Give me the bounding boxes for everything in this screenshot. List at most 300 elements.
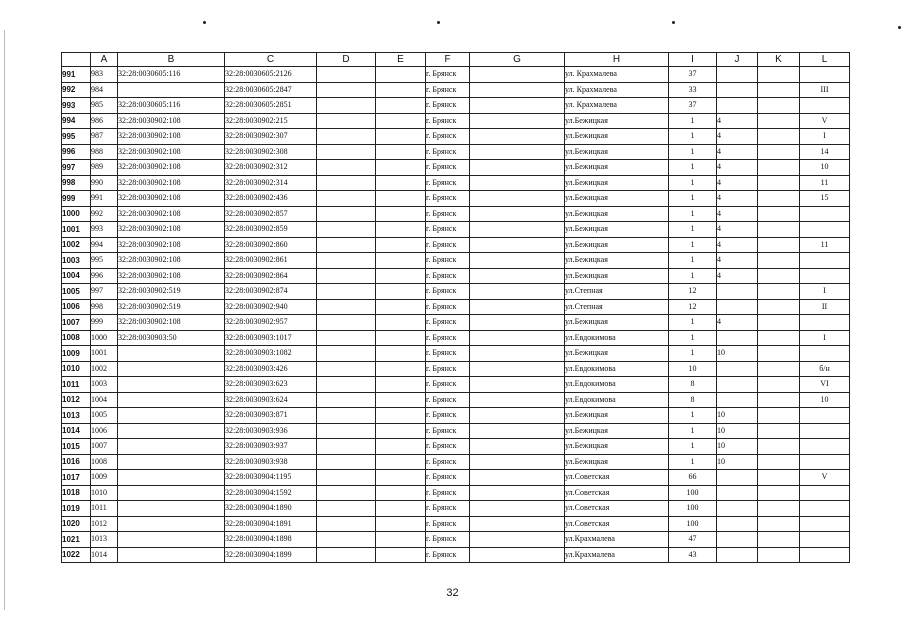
cell-d <box>317 129 376 145</box>
cell-g <box>470 485 565 501</box>
cell-e <box>376 485 426 501</box>
cell-i: 37 <box>669 67 717 83</box>
row-number: 996 <box>62 144 91 160</box>
column-header-f: F <box>426 53 470 67</box>
cell-h: ул.Бежицкая <box>565 346 669 362</box>
table-row <box>62 222 850 238</box>
cell-g <box>470 377 565 393</box>
cell-j <box>717 82 758 98</box>
row-number: 994 <box>62 113 91 129</box>
cell-f: г. Брянск <box>426 423 470 439</box>
cell-h: ул.Крахмалева <box>565 532 669 548</box>
cell-l: V <box>800 113 850 129</box>
cell-g <box>470 191 565 207</box>
cell-i: 1 <box>669 408 717 424</box>
cell-j: 4 <box>717 113 758 129</box>
table-row <box>62 82 850 98</box>
cell-g <box>470 532 565 548</box>
cell-c: 32:28:0030903:623 <box>225 377 317 393</box>
cell-c: 32:28:0030902:860 <box>225 237 317 253</box>
cell-e <box>376 299 426 315</box>
table-row <box>62 423 850 439</box>
cell-h: ул.Евдокимова <box>565 392 669 408</box>
cell-i: 1 <box>669 113 717 129</box>
cell-e <box>376 113 426 129</box>
cell-k <box>758 144 800 160</box>
table-row <box>62 299 850 315</box>
cell-e <box>376 532 426 548</box>
cell-k <box>758 191 800 207</box>
scan-speck <box>898 26 901 29</box>
cell-j: 4 <box>717 268 758 284</box>
cell-j <box>717 98 758 114</box>
cell-i: 100 <box>669 516 717 532</box>
cell-h: ул.Крахмалева <box>565 547 669 563</box>
cell-i: 10 <box>669 361 717 377</box>
cell-h: ул.Евдокимова <box>565 330 669 346</box>
cell-b <box>118 392 225 408</box>
cell-h: ул.Бежицкая <box>565 423 669 439</box>
cell-a: 984 <box>91 82 118 98</box>
cell-h: ул.Бежицкая <box>565 315 669 331</box>
cell-c: 32:28:0030904:1891 <box>225 516 317 532</box>
cell-d <box>317 454 376 470</box>
cell-d <box>317 237 376 253</box>
cell-c: 32:28:0030903:1082 <box>225 346 317 362</box>
cell-l: I <box>800 129 850 145</box>
table-row <box>62 454 850 470</box>
row-number: 1014 <box>62 423 91 439</box>
cell-i: 1 <box>669 253 717 269</box>
cell-k <box>758 361 800 377</box>
cell-k <box>758 392 800 408</box>
cell-g <box>470 330 565 346</box>
cell-j <box>717 501 758 517</box>
cell-d <box>317 361 376 377</box>
cell-k <box>758 160 800 176</box>
row-number: 1018 <box>62 485 91 501</box>
cell-i: 8 <box>669 392 717 408</box>
cell-a: 1009 <box>91 470 118 486</box>
cell-h: ул.Советская <box>565 470 669 486</box>
cell-k <box>758 98 800 114</box>
cell-g <box>470 408 565 424</box>
column-header-g: G <box>470 53 565 67</box>
cell-c: 32:28:0030902:874 <box>225 284 317 300</box>
cell-l: 14 <box>800 144 850 160</box>
cell-b: 32:28:0030902:108 <box>118 315 225 331</box>
cell-i: 47 <box>669 532 717 548</box>
cell-b: 32:28:0030605:116 <box>118 98 225 114</box>
cell-d <box>317 516 376 532</box>
cell-d <box>317 299 376 315</box>
cell-j: 4 <box>717 206 758 222</box>
cell-h: ул. Крахмалева <box>565 67 669 83</box>
cell-c: 32:28:0030902:312 <box>225 160 317 176</box>
cell-i: 1 <box>669 206 717 222</box>
cell-b: 32:28:0030902:108 <box>118 175 225 191</box>
column-header-h: H <box>565 53 669 67</box>
cell-c: 32:28:0030904:1195 <box>225 470 317 486</box>
cell-h: ул.Бежицкая <box>565 237 669 253</box>
row-number: 1021 <box>62 532 91 548</box>
column-header-j: J <box>717 53 758 67</box>
cell-f: г. Брянск <box>426 82 470 98</box>
cell-b: 32:28:0030605:116 <box>118 67 225 83</box>
row-number: 1020 <box>62 516 91 532</box>
row-number: 1019 <box>62 501 91 517</box>
cell-j: 4 <box>717 222 758 238</box>
cell-i: 1 <box>669 315 717 331</box>
corner-header <box>62 53 91 67</box>
cell-e <box>376 144 426 160</box>
cell-h: ул.Бежицкая <box>565 408 669 424</box>
cell-d <box>317 532 376 548</box>
cell-b <box>118 532 225 548</box>
cell-c: 32:28:0030605:2126 <box>225 67 317 83</box>
cell-c: 32:28:0030605:2851 <box>225 98 317 114</box>
table-row <box>62 485 850 501</box>
row-number: 1013 <box>62 408 91 424</box>
cell-b <box>118 439 225 455</box>
cell-g <box>470 253 565 269</box>
cell-f: г. Брянск <box>426 315 470 331</box>
row-number: 1017 <box>62 470 91 486</box>
row-number: 1006 <box>62 299 91 315</box>
cell-a: 1014 <box>91 547 118 563</box>
cell-a: 1011 <box>91 501 118 517</box>
cell-e <box>376 330 426 346</box>
cell-e <box>376 315 426 331</box>
cell-a: 1000 <box>91 330 118 346</box>
cell-i: 1 <box>669 454 717 470</box>
cell-e <box>376 222 426 238</box>
cell-j: 4 <box>717 237 758 253</box>
cell-l <box>800 439 850 455</box>
table-row <box>62 237 850 253</box>
cell-f: г. Брянск <box>426 532 470 548</box>
cell-h: ул.Бежицкая <box>565 454 669 470</box>
cell-i: 1 <box>669 129 717 145</box>
cell-h: ул.Бежицкая <box>565 175 669 191</box>
cell-k <box>758 299 800 315</box>
cell-b <box>118 377 225 393</box>
table-row <box>62 113 850 129</box>
cell-i: 43 <box>669 547 717 563</box>
cell-a: 1001 <box>91 346 118 362</box>
column-header-c: C <box>225 53 317 67</box>
column-header-a: A <box>91 53 118 67</box>
cell-l <box>800 253 850 269</box>
cell-a: 1013 <box>91 532 118 548</box>
cell-i: 100 <box>669 501 717 517</box>
cell-g <box>470 82 565 98</box>
cell-b <box>118 82 225 98</box>
cell-l: б/н <box>800 361 850 377</box>
cell-l: V <box>800 470 850 486</box>
cell-d <box>317 268 376 284</box>
cell-h: ул.Бежицкая <box>565 144 669 160</box>
cell-l: I <box>800 330 850 346</box>
cell-g <box>470 470 565 486</box>
cell-e <box>376 470 426 486</box>
cell-g <box>470 315 565 331</box>
table-row <box>62 516 850 532</box>
row-number: 1004 <box>62 268 91 284</box>
cell-a: 1006 <box>91 423 118 439</box>
cell-k <box>758 284 800 300</box>
table-row <box>62 206 850 222</box>
cell-g <box>470 237 565 253</box>
cell-k <box>758 268 800 284</box>
table-row <box>62 253 850 269</box>
cell-a: 987 <box>91 129 118 145</box>
cell-g <box>470 144 565 160</box>
row-number: 1022 <box>62 547 91 563</box>
cell-b <box>118 423 225 439</box>
cell-b: 32:28:0030902:519 <box>118 284 225 300</box>
cell-e <box>376 423 426 439</box>
cell-l <box>800 501 850 517</box>
scan-edge-line <box>4 30 5 610</box>
cell-d <box>317 144 376 160</box>
cell-g <box>470 547 565 563</box>
cell-b: 32:28:0030902:108 <box>118 222 225 238</box>
cell-l <box>800 454 850 470</box>
cell-b <box>118 470 225 486</box>
cell-h: ул. Крахмалева <box>565 98 669 114</box>
row-number: 1011 <box>62 377 91 393</box>
cell-a: 986 <box>91 113 118 129</box>
cell-e <box>376 206 426 222</box>
cell-c: 32:28:0030903:938 <box>225 454 317 470</box>
cell-b <box>118 454 225 470</box>
cell-c: 32:28:0030903:871 <box>225 408 317 424</box>
cell-l <box>800 516 850 532</box>
cell-h: ул.Бежицкая <box>565 191 669 207</box>
cell-i: 1 <box>669 144 717 160</box>
cell-d <box>317 547 376 563</box>
cell-a: 991 <box>91 191 118 207</box>
cell-a: 994 <box>91 237 118 253</box>
cell-f: г. Брянск <box>426 330 470 346</box>
cell-l: II <box>800 299 850 315</box>
cell-e <box>376 454 426 470</box>
cell-f: г. Брянск <box>426 516 470 532</box>
cell-d <box>317 330 376 346</box>
cell-h: ул.Советская <box>565 516 669 532</box>
cell-j: 4 <box>717 175 758 191</box>
table-row <box>62 175 850 191</box>
cell-b: 32:28:0030902:108 <box>118 206 225 222</box>
cell-b: 32:28:0030902:108 <box>118 237 225 253</box>
row-number: 1012 <box>62 392 91 408</box>
cell-e <box>376 129 426 145</box>
cell-d <box>317 346 376 362</box>
cell-b <box>118 361 225 377</box>
cell-d <box>317 392 376 408</box>
cell-f: г. Брянск <box>426 98 470 114</box>
cell-k <box>758 532 800 548</box>
table-body <box>62 67 850 563</box>
cell-j: 10 <box>717 423 758 439</box>
cell-c: 32:28:0030904:1899 <box>225 547 317 563</box>
cell-g <box>470 299 565 315</box>
cell-a: 988 <box>91 144 118 160</box>
cell-i: 1 <box>669 175 717 191</box>
cell-c: 32:28:0030902:864 <box>225 268 317 284</box>
row-number: 1016 <box>62 454 91 470</box>
table-row <box>62 346 850 362</box>
cell-b: 32:28:0030902:108 <box>118 253 225 269</box>
cell-j: 4 <box>717 253 758 269</box>
cell-f: г. Брянск <box>426 206 470 222</box>
cell-h: ул.Степная <box>565 284 669 300</box>
cell-a: 990 <box>91 175 118 191</box>
cell-g <box>470 423 565 439</box>
cell-j <box>717 330 758 346</box>
cell-f: г. Брянск <box>426 346 470 362</box>
cell-b <box>118 501 225 517</box>
cell-a: 1002 <box>91 361 118 377</box>
cell-e <box>376 237 426 253</box>
cell-c: 32:28:0030902:857 <box>225 206 317 222</box>
cell-j: 4 <box>717 144 758 160</box>
cell-i: 12 <box>669 299 717 315</box>
cell-h: ул.Советская <box>565 485 669 501</box>
cell-b: 32:28:0030902:108 <box>118 113 225 129</box>
cell-k <box>758 439 800 455</box>
cell-f: г. Брянск <box>426 284 470 300</box>
cell-k <box>758 67 800 83</box>
table-row <box>62 470 850 486</box>
cell-l <box>800 547 850 563</box>
cell-h: ул.Евдокимова <box>565 361 669 377</box>
cell-l <box>800 408 850 424</box>
cell-a: 1010 <box>91 485 118 501</box>
cell-l: 11 <box>800 175 850 191</box>
cell-l: 15 <box>800 191 850 207</box>
row-number: 997 <box>62 160 91 176</box>
cell-b: 32:28:0030903:50 <box>118 330 225 346</box>
column-header-row <box>62 53 850 67</box>
cell-f: г. Брянск <box>426 253 470 269</box>
row-number: 995 <box>62 129 91 145</box>
cell-a: 1008 <box>91 454 118 470</box>
table-row <box>62 129 850 145</box>
cell-h: ул.Бежицкая <box>565 206 669 222</box>
cell-e <box>376 67 426 83</box>
cell-f: г. Брянск <box>426 237 470 253</box>
cell-i: 1 <box>669 423 717 439</box>
cell-i: 66 <box>669 470 717 486</box>
row-number: 1002 <box>62 237 91 253</box>
cell-k <box>758 113 800 129</box>
cell-d <box>317 206 376 222</box>
table-row <box>62 315 850 331</box>
cell-b: 32:28:0030902:108 <box>118 160 225 176</box>
table-row <box>62 547 850 563</box>
cell-e <box>376 175 426 191</box>
cell-c: 32:28:0030903:937 <box>225 439 317 455</box>
row-number: 993 <box>62 98 91 114</box>
cell-c: 32:28:0030902:859 <box>225 222 317 238</box>
cell-k <box>758 485 800 501</box>
cell-j: 4 <box>717 160 758 176</box>
cell-c: 32:28:0030903:624 <box>225 392 317 408</box>
table-row <box>62 160 850 176</box>
cell-f: г. Брянск <box>426 144 470 160</box>
cell-j <box>717 67 758 83</box>
cell-f: г. Брянск <box>426 547 470 563</box>
cell-e <box>376 346 426 362</box>
cell-f: г. Брянск <box>426 408 470 424</box>
cell-h: ул. Крахмалева <box>565 82 669 98</box>
cell-i: 1 <box>669 191 717 207</box>
cell-j: 10 <box>717 346 758 362</box>
cell-h: ул.Бежицкая <box>565 253 669 269</box>
cell-c: 32:28:0030902:940 <box>225 299 317 315</box>
cell-f: г. Брянск <box>426 67 470 83</box>
cell-h: ул.Бежицкая <box>565 439 669 455</box>
cell-l <box>800 423 850 439</box>
cell-e <box>376 501 426 517</box>
cell-k <box>758 501 800 517</box>
column-header-d: D <box>317 53 376 67</box>
cell-k <box>758 222 800 238</box>
cell-f: г. Брянск <box>426 392 470 408</box>
cell-d <box>317 377 376 393</box>
table-row <box>62 144 850 160</box>
cell-d <box>317 501 376 517</box>
cell-k <box>758 470 800 486</box>
cell-d <box>317 485 376 501</box>
cell-e <box>376 268 426 284</box>
cell-d <box>317 98 376 114</box>
cell-c: 32:28:0030605:2847 <box>225 82 317 98</box>
table-row <box>62 268 850 284</box>
row-number: 1001 <box>62 222 91 238</box>
cell-c: 32:28:0030902:307 <box>225 129 317 145</box>
cell-a: 992 <box>91 206 118 222</box>
cell-a: 997 <box>91 284 118 300</box>
cell-b: 32:28:0030902:108 <box>118 129 225 145</box>
cell-e <box>376 160 426 176</box>
row-number: 1003 <box>62 253 91 269</box>
column-header-l: L <box>800 53 850 67</box>
cell-f: г. Брянск <box>426 361 470 377</box>
cell-d <box>317 408 376 424</box>
cell-j: 10 <box>717 439 758 455</box>
scan-speck <box>672 21 675 24</box>
cell-c: 32:28:0030902:308 <box>225 144 317 160</box>
column-header-i: I <box>669 53 717 67</box>
cell-d <box>317 113 376 129</box>
cell-i: 1 <box>669 330 717 346</box>
cell-f: г. Брянск <box>426 377 470 393</box>
table-row <box>62 67 850 83</box>
cell-l: VI <box>800 377 850 393</box>
cell-d <box>317 67 376 83</box>
cell-e <box>376 98 426 114</box>
cell-e <box>376 516 426 532</box>
cell-j: 10 <box>717 408 758 424</box>
cell-l: 11 <box>800 237 850 253</box>
cell-j: 4 <box>717 315 758 331</box>
cell-f: г. Брянск <box>426 160 470 176</box>
cell-g <box>470 346 565 362</box>
cell-j <box>717 284 758 300</box>
